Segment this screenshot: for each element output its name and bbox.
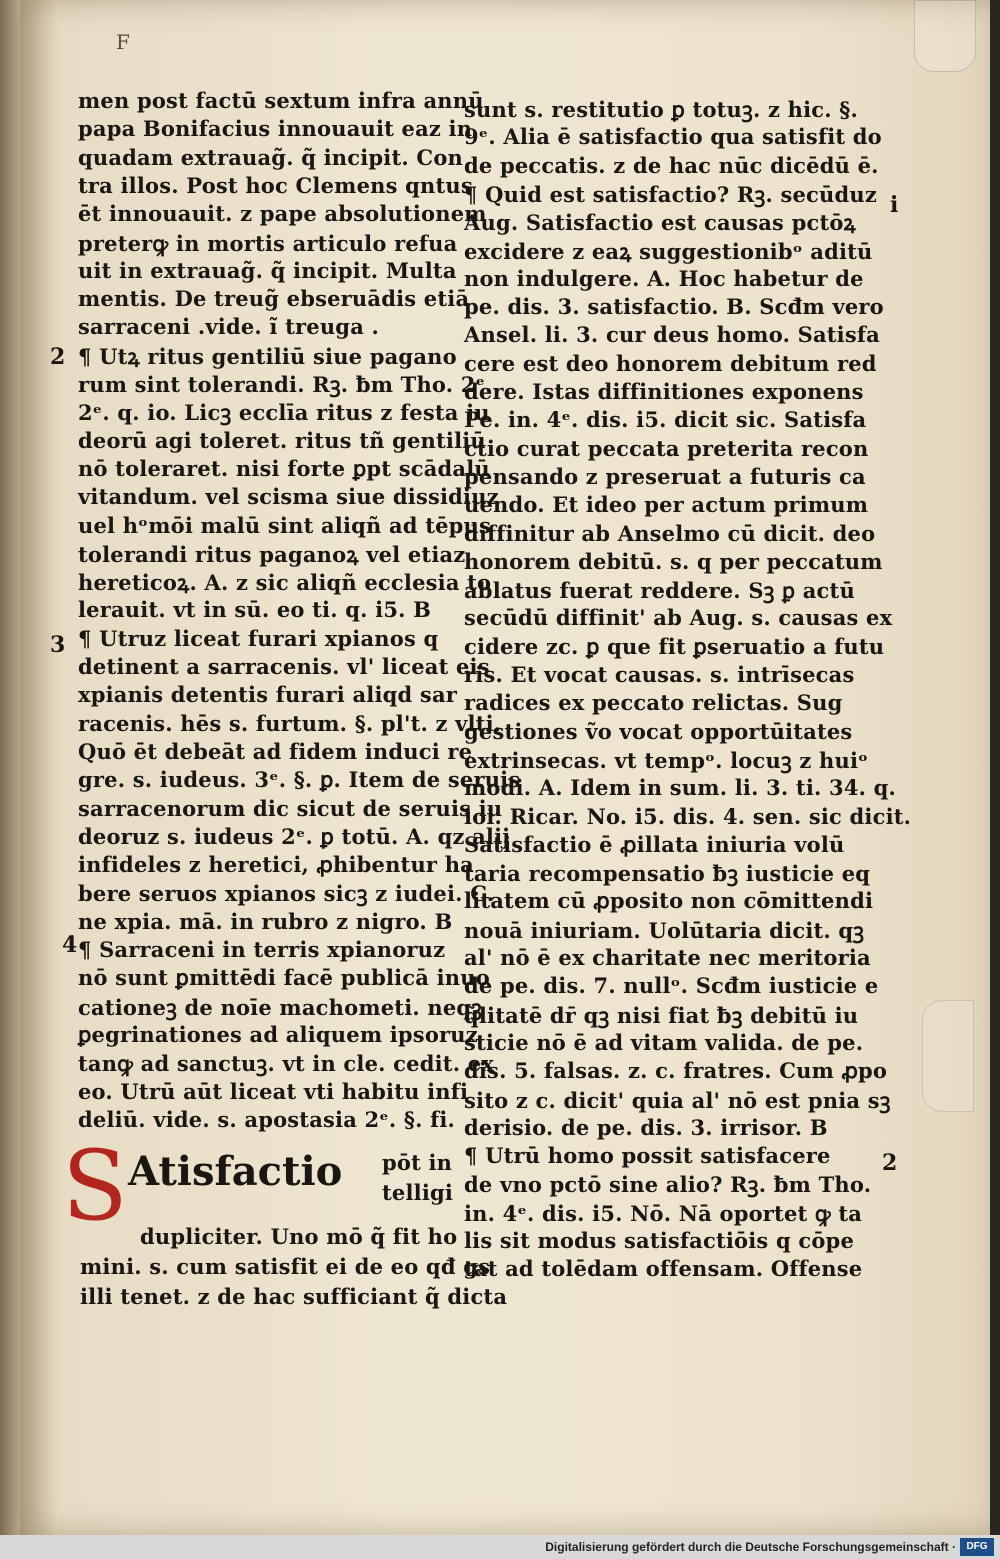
text-line: ¶ Quid est satisfactio? Rꝫ. secūduz <box>464 181 877 207</box>
text-line: nouā iniuriam. Uolūtaria dicit. qꝫ <box>464 917 865 943</box>
text-line: de pe. dis. 7. nullᵒ. Scđm iusticie e <box>464 973 879 999</box>
text-line: de vno pctō sine alio? Rꝫ. ƀm Tho. <box>464 1172 872 1198</box>
text-line: extrinsecas. vt tempᵒ. locuꝫ z huiᵒ <box>464 747 869 773</box>
text-line: 9ᵉ. Alia ē satisfactio qua satisfit do <box>464 124 882 150</box>
footer-credit: Digitalisierung gefördert durch die Deutsche Forschungsgemeinschaft · <box>545 1540 956 1554</box>
text-line: diffinitur ab Anselmo cū dicit. deo <box>464 520 876 546</box>
text-line: mentis. De treug̃ ebseruādis etiā <box>78 286 470 312</box>
text-line: ioi. Ricar. No. i5. dis. 4. sen. sic dicit. <box>464 803 912 829</box>
text-line: honorem debitū. s. q per peccatum <box>464 548 883 574</box>
page-clip-side <box>922 1000 974 1112</box>
text-line: Quō ēt debeāt ad fidem induci re <box>78 738 473 764</box>
text-line: tat ad tolēdam offensam. Offense <box>464 1256 863 1282</box>
text-line: ¶ Utꝝ ritus gentiliū siue pagano <box>78 343 457 369</box>
text-line: illi tenet. z de hac sufficiant q̃ dicta <box>80 1284 508 1309</box>
text-line: sunt s. restitutio ꝑ totuꝫ. z hic. §. <box>464 97 858 122</box>
text-line: litatem cū ꝓposito non cōmittendi <box>464 888 874 914</box>
margin-number: 2 <box>50 344 66 370</box>
text-line: 2ᵉ. q. io. Licꝫ ecclīa ritus z festa iu <box>78 400 490 426</box>
text-line: sarracenorum dic sicut de seruis iu <box>78 795 503 821</box>
text-line: dis. 5. falsas. z. c. fratres. Cum ꝓpo <box>464 1058 888 1084</box>
text-line: ctio curat peccata preterita recon <box>464 435 869 461</box>
text-line: cationeꝫ de noīe machometi. neqꝫ <box>78 994 483 1020</box>
text-line: tolerandi ritus paganoꝝ vel etiaz <box>78 541 466 567</box>
text-line: eo. Utrū aūt liceat vti habitu infi <box>78 1078 469 1104</box>
text-line: dere. Istas diffinitiones exponens <box>464 379 864 404</box>
text-line: gestiones ṽo vocat opportūitates <box>464 718 853 744</box>
text-line: mini. s. cum satisfit ei de eo qđ gs <box>80 1254 491 1279</box>
text-line: taria recompensatio ƀꝫ iusticie eq <box>464 861 871 887</box>
text-line: ¶ Utrū homo possit satisfacere <box>464 1143 831 1169</box>
text-line: tra illos. Post hoc Clemens qntus <box>78 172 473 198</box>
text-line: detinent a sarracenis. vl' liceat eis <box>78 654 490 679</box>
text-line: al' nō ē ex charitate nec meritoria <box>464 945 871 970</box>
margin-number: 3 <box>50 632 66 658</box>
text-line: rum sint tolerandi. Rꝫ. ƀm Tho. 2ᵉ. <box>78 372 493 397</box>
footer-bar <box>0 1535 1000 1559</box>
text-line: ēt innouauit. z pape absolutionem <box>78 201 487 227</box>
text-line: men post factū sextum infra annū <box>78 88 484 113</box>
text-line: infideles z heretici, ꝓhibentur ha <box>78 852 474 878</box>
text-line: lis sit modus satisfactiōis q cōpe <box>464 1228 854 1253</box>
margin-letter: i <box>890 192 899 218</box>
text-line: ꝑegrinationes ad aliquem ipsoruz <box>78 1021 478 1047</box>
text-line: pōt in <box>382 1150 453 1175</box>
section-heading-word: Atisfactio <box>128 1148 343 1195</box>
text-line: ne xpia. mā. in rubro z nigro. B <box>78 908 453 934</box>
text-line: uendo. Et ideo per actum primum <box>464 492 869 518</box>
text-line: nō toleraret. nisi forte ꝑpt scādalū <box>78 455 490 481</box>
text-line: nō sunt ꝑmittēdi facē publicā inuo <box>78 965 490 991</box>
text-line: Aug. Satisfactio est causas pctōꝝ <box>464 210 856 236</box>
text-line: in. 4ᵉ. dis. i5. Nō. Nā oportet ꝙ ta <box>464 1200 863 1226</box>
text-line: ris. Et vocat causas. s. intrīsecas <box>464 662 855 687</box>
text-line: tanꝙ ad sanctuꝫ. vt in cle. cedit. ex <box>78 1051 494 1077</box>
text-line: racenis. hēs s. furtum. §. pl't. z vlti. <box>78 710 502 736</box>
text-line: preterꝙ in mortis articulo refua <box>78 230 458 256</box>
text-line: Ansel. li. 3. cur deus homo. Satisfa <box>464 322 880 348</box>
text-line: quadam extrauag̃. q̃ incipit. Con <box>78 144 463 170</box>
text-line: radices ex peccato relictas. Sug <box>464 690 843 716</box>
text-line: de peccatis. z de hac nūc dicēdū ē. <box>464 152 879 178</box>
page-clip-top <box>914 0 976 72</box>
text-line: deorū agi toleret. ritus tñ gentiliū <box>78 427 486 453</box>
text-line: non indulgere. A. Hoc habetur de <box>464 265 864 291</box>
text-line: bere seruos xpianos sicꝫ z iudei. C. <box>78 881 495 907</box>
margin-letter: 2 <box>882 1150 898 1176</box>
text-line: sito z c. dicit' quia al' nō est pnia sꝫ <box>464 1087 891 1113</box>
text-line: papa Bonifacius innouauit eaz in <box>78 116 473 142</box>
text-line: sarraceni .vide. ĩ treuga . <box>78 314 380 340</box>
text-line: pensando z preseruat a futuris ca <box>464 463 866 489</box>
text-line: vitandum. vel scisma siue dissidiuz <box>78 484 499 510</box>
text-line: lerauit. vt in sū. eo ti. q. i5. B <box>78 597 432 623</box>
text-line: deliū. vide. s. apostasia 2ᵉ. §. fi. <box>78 1106 456 1132</box>
book-gutter <box>0 0 20 1535</box>
dfg-logo: DFG <box>960 1538 994 1556</box>
text-line: ¶ Sarraceni in terris xpianoruz <box>78 937 446 962</box>
text-line: cere est deo honorem debitum red <box>464 350 877 376</box>
text-line: ¶ Utruz liceat furari xpianos q <box>78 625 439 651</box>
text-line: Satisfactio ē ꝓillata iniuria volū <box>464 831 845 857</box>
text-line: hereticoꝝ. A. z sic aliqñ ecclesia to <box>78 570 492 596</box>
text-line: dupliciter. Uno mō q̃ fit ho <box>140 1224 458 1249</box>
text-line: sticie nō ē ad vitam valida. de pe. <box>464 1029 864 1055</box>
text-line: q̃litatē dr̄ qꝫ nisi fiat ƀꝫ debitū iu <box>464 1002 859 1028</box>
text-line: deoruz s. iudeus 2ᵉ. ꝑ totū. A. qz alij <box>78 823 511 849</box>
red-initial-letter: S <box>62 1130 128 1242</box>
text-line: telligi <box>382 1180 454 1205</box>
text-line: uit in extrauag̃. q̃ incipit. Multa <box>78 257 457 283</box>
text-line: modi. A. Idem in sum. li. 3. ti. 34. q. <box>464 775 897 801</box>
text-line: pe. dis. 3. satisfactio. B. Scđm vero <box>464 294 884 320</box>
text-line: excidere z eaꝝ suggestionibᵒ aditū <box>464 238 873 264</box>
text-line: ablatus fuerat reddere. Sꝫ ꝑ actū <box>464 578 855 604</box>
text-line: derisio. de pe. dis. 3. irrisor. B <box>464 1114 828 1140</box>
margin-number: 4 <box>62 932 78 958</box>
text-line: secūdū diffinit' ab Aug. s. causas ex <box>464 605 893 631</box>
text-line: xpianis detentis furari aliqd sar <box>78 682 458 708</box>
text-line: Pe. in. 4ᵉ. dis. i5. dicit sic. Satisfa <box>464 407 867 433</box>
signature-mark: F <box>116 30 130 54</box>
text-line: cidere zc. ꝑ que fit ꝑseruatio a futu <box>464 633 885 659</box>
text-line: gre. s. iudeus. 3ᵉ. §. ꝑ. Item de seruis <box>78 767 521 793</box>
text-line: uel hᵒmōi malū sint aliqñ ad tēpus <box>78 512 492 538</box>
